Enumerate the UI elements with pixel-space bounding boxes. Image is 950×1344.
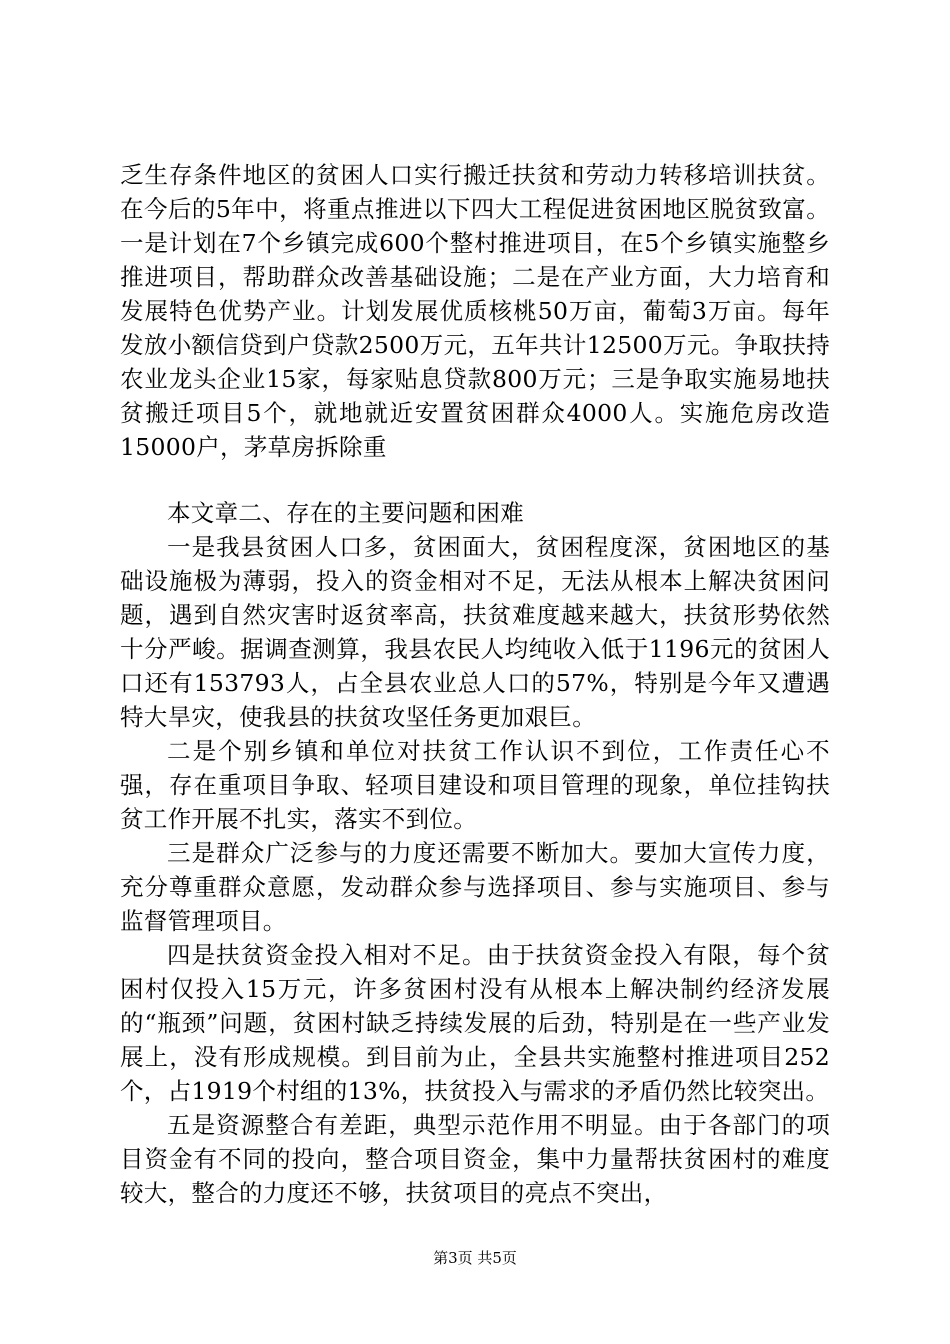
paragraph-gap (120, 464, 830, 496)
paragraph-problem-1: 一是我县贫困人口多，贫困面大，贫困程度深，贫困地区的基础设施极为薄弱，投入的资金相对不足，无法从根本上解决贫困问题，遇到自然灾害时返贫率高，扶贫难度越来越大，扶贫形势依然十分严峻。据调查测算，我县农民人均纯收入低于1196元的贫困人口还有153793人，占全县农业总人口的57%，特别是今年又遭遇特大旱灾，使我县的扶贫攻坚任务更加艰巨。 (120, 533, 830, 731)
paragraph-intro: 乏生存条件地区的贫困人口实行搬迁扶贫和劳动力转移培训扶贫。在今后的5年中，将重点推进以下四大工程促进贫困地区脱贫致富。一是计划在7个乡镇完成600个整村推进项目，在5个乡镇实施整乡推进项目，帮助群众改善基础设施；二是在产业方面，大力培育和发展特色优势产业。计划发展优质核桃50万亩，葡萄3万亩。每年发放小额信贷到户贷款2500万元，五年共计12500万元。争取扶持农业龙头企业15家，每家贴息贷款800万元；三是争取实施易地扶贫搬迁项目5个，就地就近安置贫困群众4000人。实施危房改造15000户，茅草房拆除重 (120, 161, 830, 461)
document-body (120, 158, 830, 1210)
paragraph-problem-3: 三是群众广泛参与的力度还需要不断加大。要加大宣传力度，充分尊重群众意愿，发动群众参与选择项目、参与实施项目、参与监督管理项目。 (120, 839, 830, 935)
paragraph-problem-5: 五是资源整合有差距，典型示范作用不明显。由于各部门的项目资金有不同的投向，整合项目资金，集中力量帮扶贫困村的难度较大，整合的力度还不够，扶贫项目的亮点不突出， (120, 1111, 830, 1207)
paragraph-problem-2: 二是个别乡镇和单位对扶贫工作认识不到位，工作责任心不强，存在重项目争取、轻项目建设和项目管理的现象，单位挂钩扶贫工作开展不扎实，落实不到位。 (120, 737, 830, 833)
section-heading: 本文章二、存在的主要问题和困难 (167, 499, 524, 527)
paragraph-problem-4: 四是扶贫资金投入相对不足。由于扶贫资金投入有限，每个贫困村仅投入15万元，许多贫困村没有从根本上解决制约经济发展的“瓶颈”问题，贫困村缺乏持续发展的后劲，特别是在一些产业发展上，没有形成规模。到目前为止，全县共实施整村推进项目252个，占1919个村组的13%，扶贫投入与需求的矛盾仍然比较突出。 (120, 941, 830, 1105)
page-footer: 第3页 共5页 (433, 1249, 517, 1267)
